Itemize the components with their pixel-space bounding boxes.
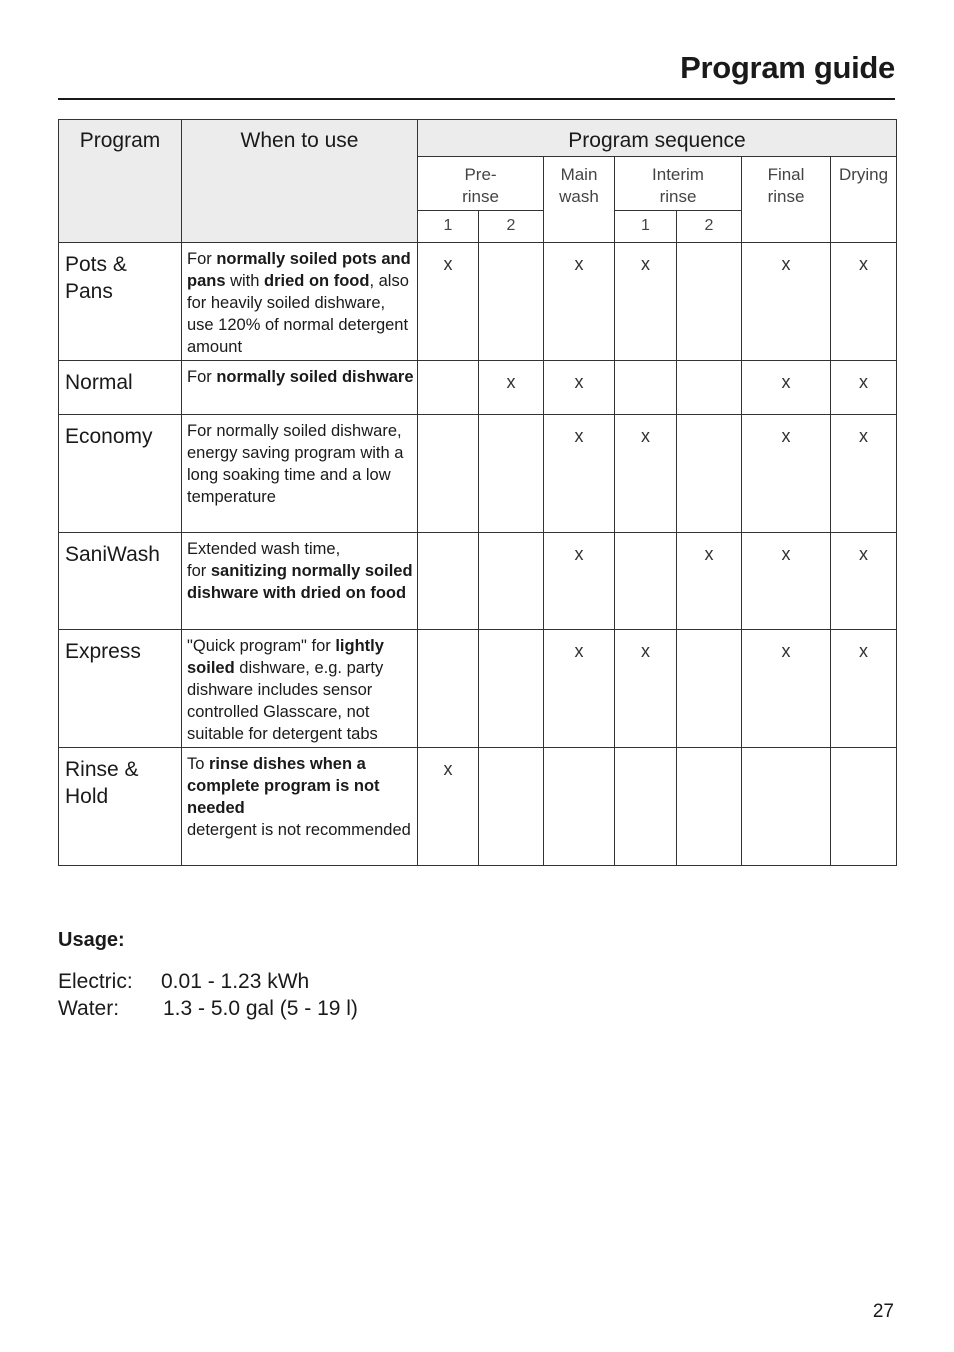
mark-interim-rinse-2 [677,415,742,533]
usage-title: Usage: [58,929,125,951]
mark-interim-rinse-2 [677,243,742,361]
when-to-use-emphasis: sanitizing normally soiled dishware with dried on food [187,562,413,602]
program-name-line: Hold [65,785,109,808]
program-name [59,415,182,533]
program-name [59,361,182,415]
mark-pre-rinse-1 [418,361,479,415]
mark-main-wash: x [544,415,615,533]
title-divider [58,98,895,100]
table-row [59,533,897,630]
header-interim-rinse-line2: rinse [659,187,697,206]
table-row [59,361,897,415]
mark-drying: x [831,533,897,630]
mark-pre-rinse-2 [479,243,544,361]
program-guide-table [58,119,897,866]
program-name [59,630,182,748]
when-to-use-text: with [225,272,265,290]
program-name-line: Pots & [65,253,127,276]
mark-interim-rinse-1: x [615,630,677,748]
mark-pre-rinse-2 [479,415,544,533]
when-to-use-text: detergent is not recommended [187,821,411,839]
header-final-rinse-line1: Final [767,165,805,184]
mark-interim-rinse-2 [677,748,742,866]
table-row [59,630,897,748]
program-name-line: Economy [65,425,153,448]
mark-drying: x [831,243,897,361]
mark-interim-rinse-1: x [615,243,677,361]
when-to-use [182,748,418,866]
mark-pre-rinse-2 [479,533,544,630]
header-final-rinse [742,157,831,243]
program-name-line: Express [65,640,141,663]
when-to-use-text: dishware, e.g. party dishware includes sensor controlled Glasscare, not suitable for detergent tabs [187,659,384,743]
usage-water-value: 1.3 - 5.0 gal (5 - 19 l) [163,997,358,1020]
mark-final-rinse: x [742,415,831,533]
when-to-use-text: for [187,562,211,580]
mark-final-rinse [742,748,831,866]
mark-pre-rinse-2 [479,630,544,748]
mark-pre-rinse-1 [418,415,479,533]
program-name [59,533,182,630]
header-pre-rinse-line1: Pre- [464,165,497,184]
table-row [59,415,897,533]
mark-final-rinse: x [742,243,831,361]
mark-pre-rinse-1 [418,533,479,630]
program-name [59,748,182,866]
when-to-use-text: To [187,755,210,773]
when-to-use-emphasis: lightly soiled [187,637,384,677]
header-main-wash-line2: wash [559,187,599,206]
header-interim-rinse-line1: Interim [652,165,704,184]
when-to-use-text: , also for heavily soiled dishware, use 120% of normal detergent amount [187,272,409,356]
when-to-use-emphasis: dried on food [264,272,370,290]
header-interim-rinse [615,157,742,211]
mark-interim-rinse-1: x [615,415,677,533]
when-to-use [182,415,418,533]
mark-pre-rinse-2 [479,748,544,866]
mark-pre-rinse-1: x [418,748,479,866]
mark-pre-rinse-2: x [479,361,544,415]
program-name [59,243,182,361]
header-pre-rinse-2: 2 [479,211,544,243]
when-to-use-emphasis: rinse dishes when a complete program is not needed [187,755,380,817]
when-to-use-text: Extended wash time, [187,540,341,558]
usage-electric-label: Electric: [58,970,133,993]
header-main-wash [544,157,615,243]
mark-main-wash: x [544,361,615,415]
mark-main-wash: x [544,630,615,748]
mark-interim-rinse-1 [615,748,677,866]
mark-interim-rinse-1 [615,361,677,415]
mark-main-wash: x [544,533,615,630]
when-to-use-emphasis: normally soiled pots and pans [187,250,411,290]
program-name-line: Pans [65,280,113,303]
header-interim-rinse-1: 1 [615,211,677,243]
mark-drying [831,748,897,866]
page-title: Program guide [680,50,895,85]
when-to-use [182,630,418,748]
mark-interim-rinse-1 [615,533,677,630]
mark-final-rinse: x [742,533,831,630]
page-number: 27 [872,1301,894,1322]
program-name-line: SaniWash [65,543,160,566]
header-main-wash-line1: Main [560,165,598,184]
when-to-use [182,361,418,415]
usage-electric [58,970,309,994]
when-to-use [182,533,418,630]
when-to-use-text: "Quick program" for [187,637,336,655]
header-program-sequence: Program sequence [418,120,897,157]
usage-water [58,997,358,1021]
usage-water-label: Water: [58,997,120,1020]
when-to-use-text: For [187,250,217,268]
header-pre-rinse-line2: rinse [462,187,499,206]
header-pre-rinse-1: 1 [418,211,479,243]
header-final-rinse-line2: rinse [767,187,805,206]
mark-main-wash [544,748,615,866]
program-name-line: Rinse & [65,758,139,781]
header-drying: Drying [831,157,897,243]
mark-pre-rinse-1 [418,630,479,748]
header-pre-rinse [418,157,544,211]
mark-drying: x [831,630,897,748]
mark-final-rinse: x [742,361,831,415]
mark-main-wash: x [544,243,615,361]
header-when-to-use: When to use [182,120,418,243]
usage-electric-value: 0.01 - 1.23 kWh [161,970,310,993]
mark-pre-rinse-1: x [418,243,479,361]
mark-interim-rinse-2 [677,361,742,415]
when-to-use [182,243,418,361]
when-to-use-emphasis: normally soiled dishware [216,368,414,386]
table-row [59,748,897,866]
mark-final-rinse: x [742,630,831,748]
program-name-line: Normal [65,371,133,394]
header-program: Program [59,120,182,243]
mark-interim-rinse-2: x [677,533,742,630]
mark-interim-rinse-2 [677,630,742,748]
when-to-use-text: For normally soiled dishware, energy saving program with a long soaking time and a low temperature [187,422,404,506]
header-interim-rinse-2: 2 [677,211,742,243]
when-to-use-text: For [187,368,217,386]
mark-drying: x [831,361,897,415]
table-row [59,243,897,361]
mark-drying: x [831,415,897,533]
